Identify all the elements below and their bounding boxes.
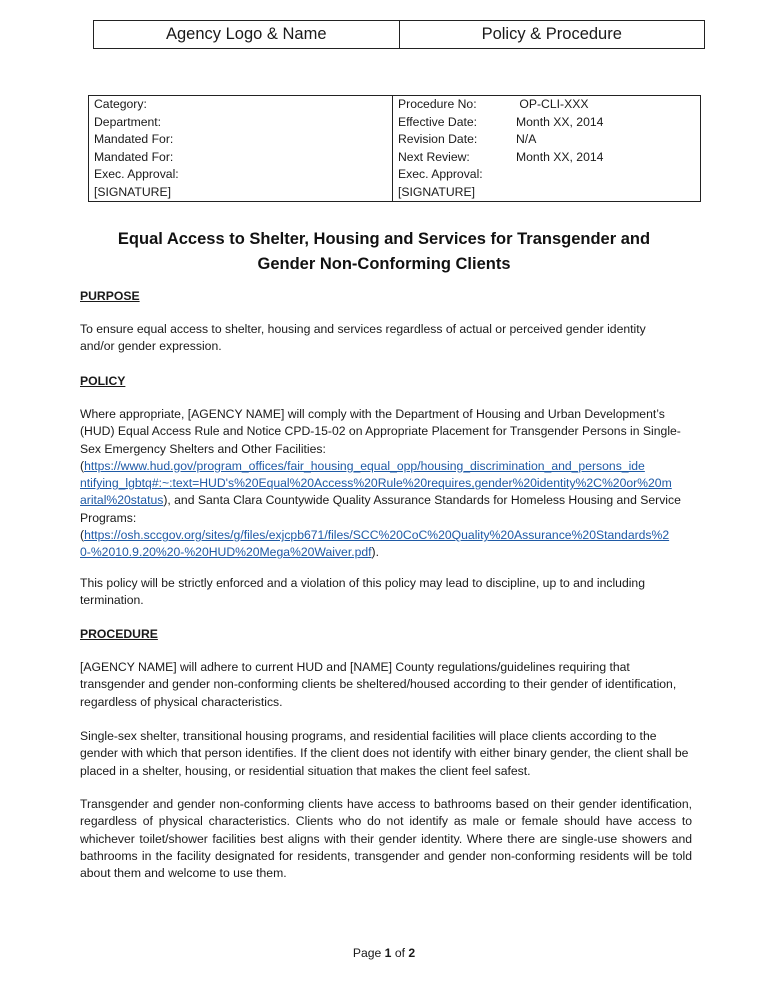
metadata-left-cell <box>89 96 393 202</box>
procedure-paragraph-1: [AGENCY NAME] will adhere to current HUD and [NAME] County regulations/guidelines requiring that transgender and gender non-conforming clients be sheltered/housed according to their gender of identification, regardless of physical characteristics. <box>80 660 677 709</box>
policy-procedure-label: Policy & Procedure <box>399 21 705 48</box>
hud-link[interactable]: https://www.hud.gov/program_offices/fair_housing_equal_opp/housing_discrimination_and_persons_ide ntifying_lgbtq#:~:text=HUD's%20Equal%20Access%20Rule%20requires,gender%20identity%2C%20or%20m arital%20status <box>80 458 672 508</box>
metadata-right-cell <box>393 96 701 202</box>
document-title: Equal Access to Shelter, Housing and Services for Transgender and Gender Non-Conforming Clients <box>117 230 651 273</box>
procedure-paragraph-2: Single-sex shelter, transitional housing programs, and residential facilities will place clients according to the gender with which that person identifies. If the client does not identify with either binary gender, the client shall be placed in a shelter, housing, or residential situation that makes the client feel safest. <box>80 729 689 778</box>
purpose-heading: PURPOSE <box>80 289 140 303</box>
meta-signature: [SIGNATURE] <box>398 184 475 199</box>
policy-heading: POLICY <box>80 374 126 388</box>
document-header <box>93 20 705 49</box>
meta-procedure-no: Procedure No: OP-CLI-XXX <box>398 97 589 111</box>
meta-effective-date: Effective Date: Month XX, 2014 <box>398 114 604 129</box>
policy-enforcement-text: This policy will be strictly enforced and a violation of this policy may lead to discipline, up to and including termination. <box>80 576 645 608</box>
meta-category: Category: <box>94 97 147 111</box>
meta-exec-approval: Exec. Approval: <box>398 167 483 181</box>
meta-mandated-for: Mandated For: <box>94 132 174 146</box>
meta-exec-approval: Exec. Approval: <box>94 167 179 181</box>
meta-mandated-for: Mandated For: <box>94 149 174 164</box>
purpose-text: To ensure equal access to shelter, housing and services regardless of actual or perceived gender identity and/or gender expression. <box>80 322 646 354</box>
scc-standards-link[interactable]: https://osh.sccgov.org/sites/g/files/exjcpb671/files/SCC%20CoC%20Quality%20Assurance%20Standards%2 0-%2010.9.20%20-%20HUD%20Mega%20Waiver.pdf <box>80 528 670 560</box>
meta-next-review: Next Review: Month XX, 2014 <box>398 149 604 164</box>
agency-logo-name: Agency Logo & Name <box>165 25 327 43</box>
page-number: Page 1 of 2 <box>352 946 416 960</box>
policy-paragraph: Where appropriate, [AGENCY NAME] will comply with the Department of Housing and Urban Development’s (HUD) Equal Access Rule and Notice CPD-15-02 on Appropriate Placement for Transgender Persons in Single-Sex Emergency Shelters and Other Facilities: (https://www.hud.gov/program_offices/fair_housing_equal_opp/housing_discrimination_and_persons_ide ntifying_lgbtq#:~:text=HUD's%20Equal%20Access%20Rule%20requires,gender%20identity%2C%20or%20m arital%20status), and Santa Clara Countywide Quality Assurance Standards for Homeless Housing and Service Programs: (https://osh.sccgov.org/sites/g/files/exjcpb671/files/SCC%20CoC%20Quality%20Assurance%20Standards%2 0-%2010.9.20%20-%20HUD%20Mega%20Waiver.pdf). <box>80 407 681 560</box>
meta-department: Department: <box>94 114 162 129</box>
meta-revision-date: Revision Date: N/A <box>398 132 537 146</box>
procedure-paragraph-3: Transgender and gender non-conforming clients have access to bathrooms based on their gender identification, regardless of physical characteristics. Clients who do not identify as male or female should have access to whichever toilet/shower facilities best aligns with their gender identity. Where there are single-use showers and bathrooms in the facility designated for residents, transgender and gender non-conforming residents will be told about them and welcome to use them. <box>80 797 692 881</box>
procedure-heading: PROCEDURE <box>80 627 158 641</box>
metadata-table <box>88 95 701 202</box>
meta-signature: [SIGNATURE] <box>94 184 171 199</box>
